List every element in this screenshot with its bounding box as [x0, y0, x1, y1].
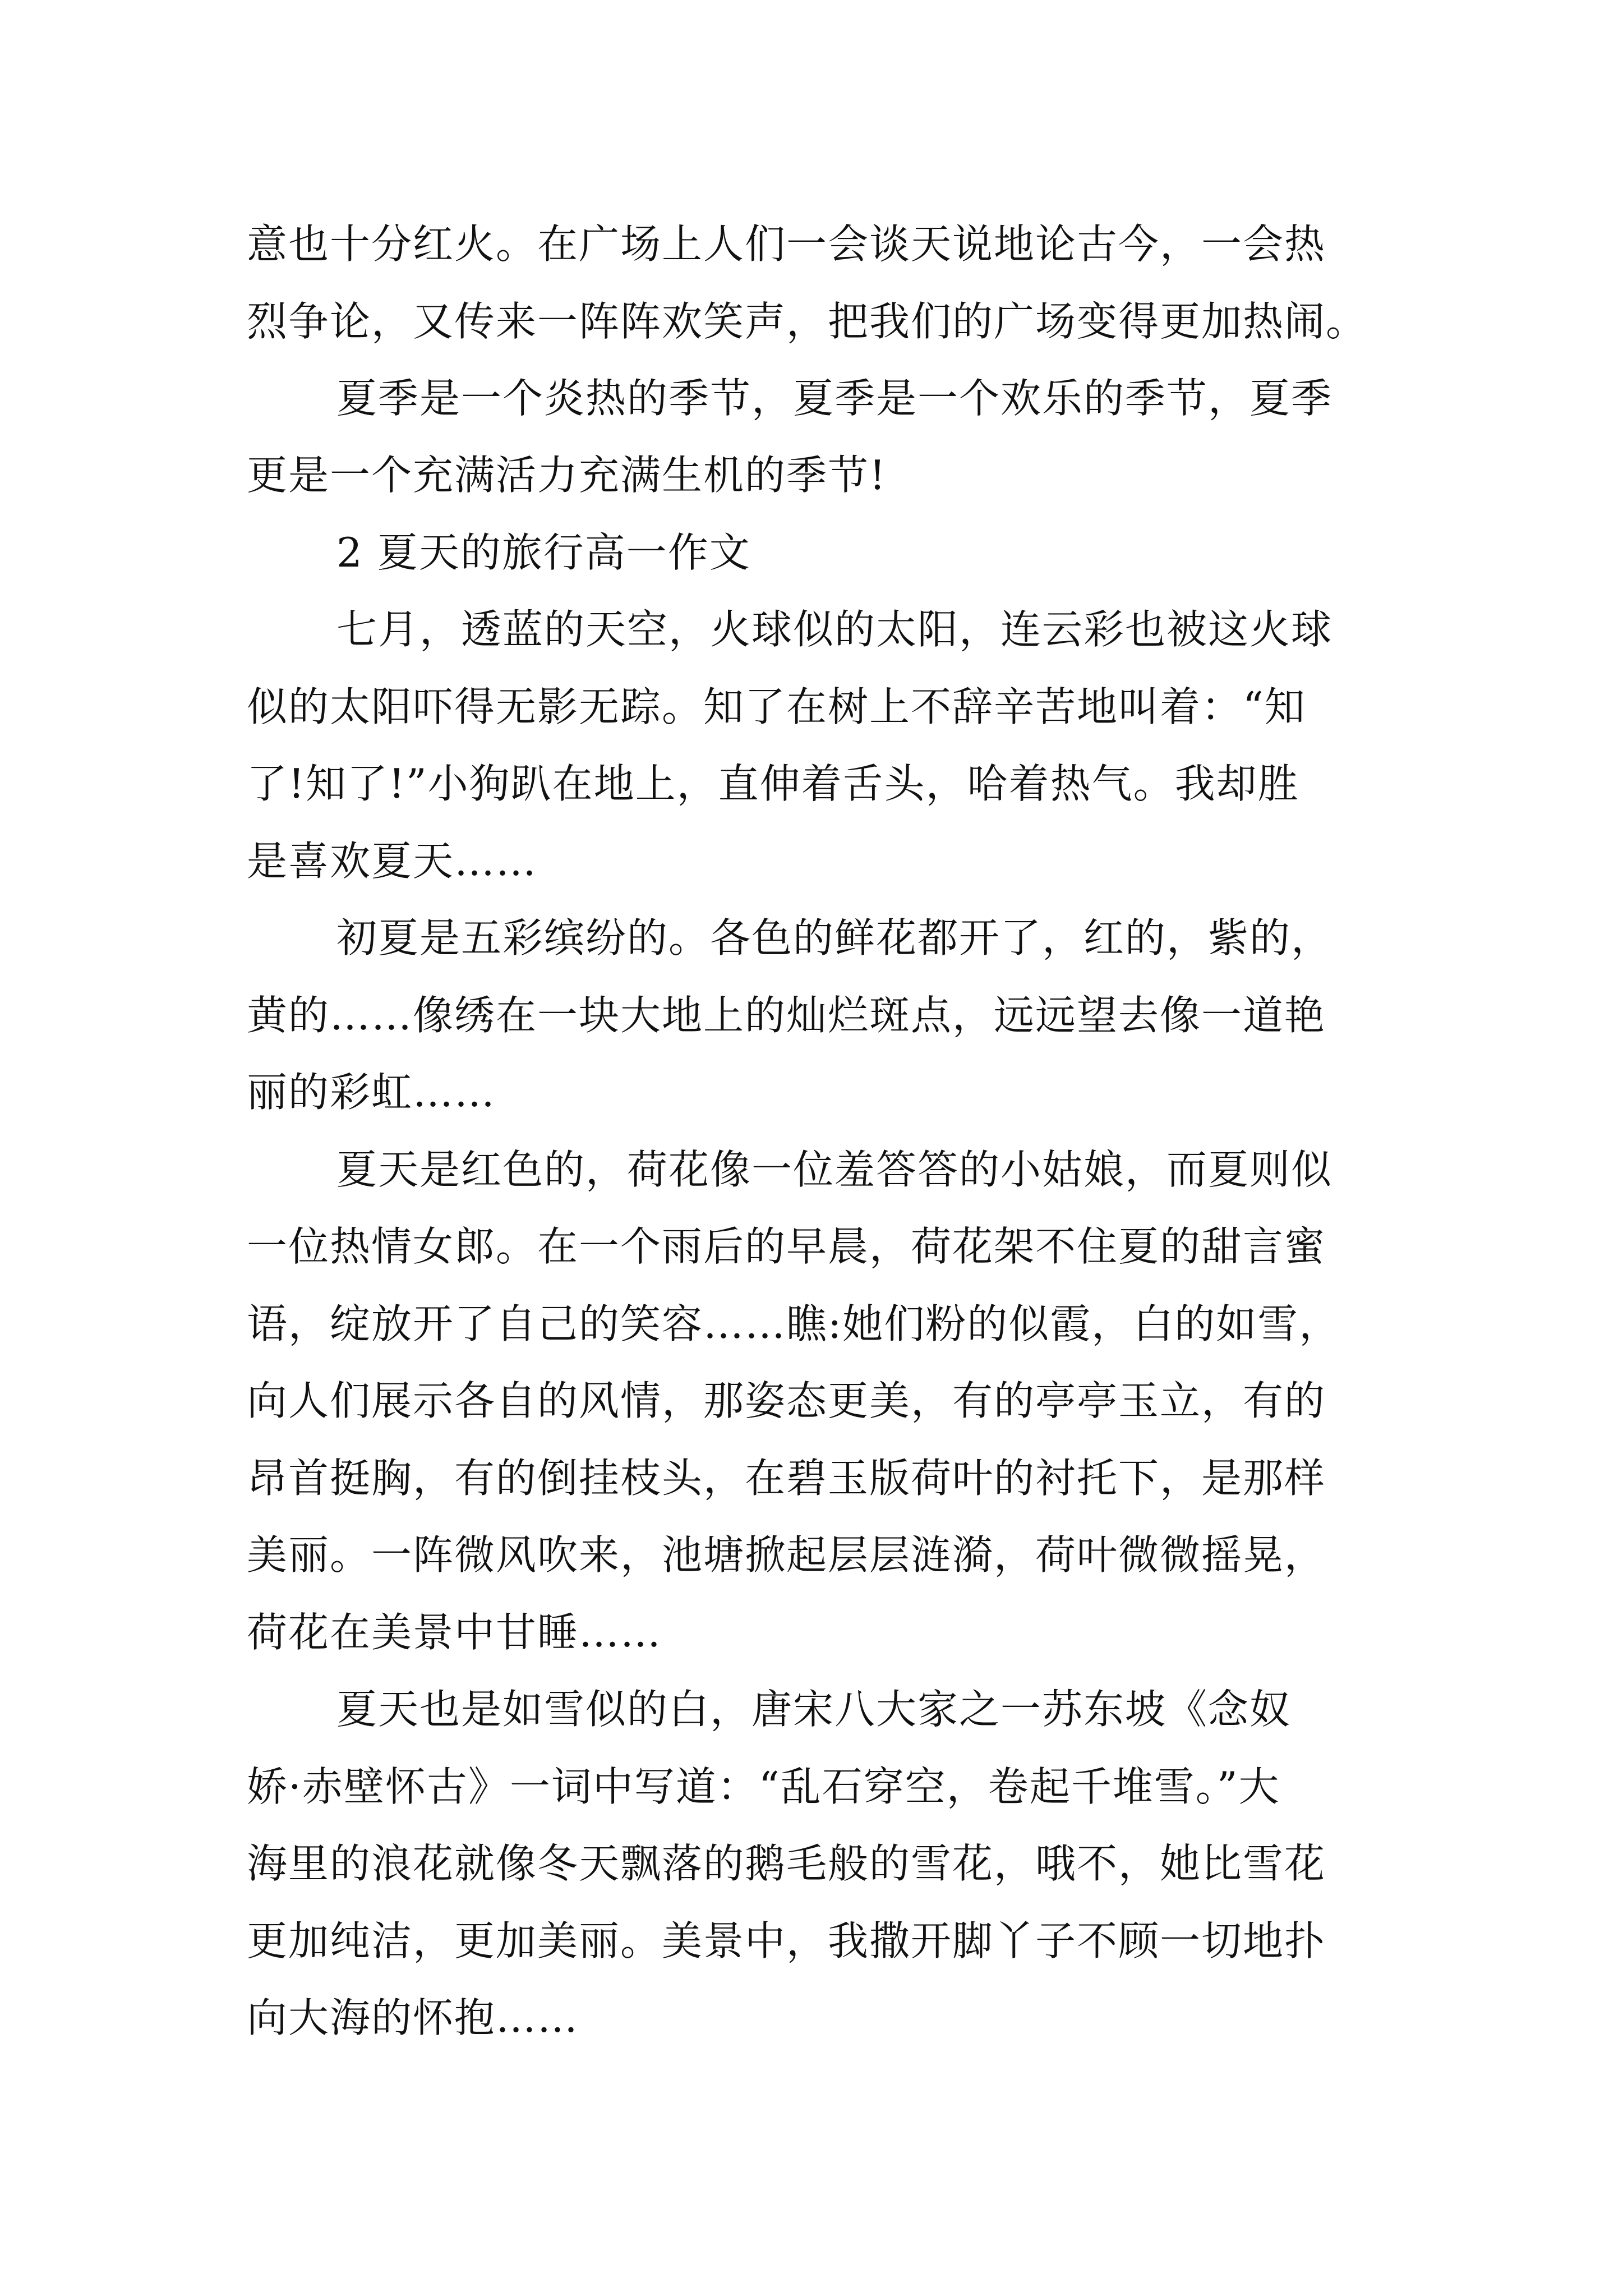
text-line: 海里的浪花就像冬天飘落的鹅毛般的雪花，哦不，她比雪花: [247, 1840, 1326, 1887]
section-heading: 2 夏天的旅行高一作文: [336, 529, 751, 576]
text-line: 了!知了!”小狗趴在地上，直伸着舌头，哈着热气。我却胜: [247, 760, 1299, 807]
text-line: 烈争论，又传来一阵阵欢笑声，把我们的广场变得更加热闹。: [247, 298, 1368, 345]
text-line: 娇·赤壁怀古》一词中写道：“乱石穿空，卷起千堆雪。”大: [247, 1763, 1280, 1810]
text-line: 美丽。一阵微风吹来，池塘掀起层层涟漪，荷叶微微摇晃，: [247, 1531, 1326, 1579]
text-line: 荷花在美景中甘睡……: [247, 1609, 662, 1656]
text-line: 向大海的怀抱……: [247, 1994, 579, 2041]
text-line: 似的太阳吓得无影无踪。知了在树上不辞辛苦地叫着：“知: [247, 683, 1306, 730]
paragraph-first-line: 七月，透蓝的天空，火球似的太阳，连云彩也被这火球: [336, 606, 1333, 653]
text-line: 黄的……像绣在一块大地上的灿烂斑点，远远望去像一道艳: [247, 992, 1326, 1039]
text-line: 语，绽放开了自己的笑容……瞧:她们粉的似霞，白的如雪，: [247, 1300, 1341, 1347]
paragraph-first-line: 夏天是红色的，荷花像一位羞答答的小姑娘，而夏则似: [336, 1146, 1333, 1193]
text-line: 一位热情女郎。在一个雨后的早晨，荷花架不住夏的甜言蜜: [247, 1223, 1326, 1270]
text-line: 是喜欢夏天……: [247, 838, 538, 885]
paragraph-first-line: 初夏是五彩缤纷的。各色的鲜花都开了，红的，紫的，: [336, 914, 1333, 961]
text-line: 更加纯洁，更加美丽。美景中，我撒开脚丫子不顾一切地扑: [247, 1917, 1326, 1964]
text-line: 更是一个充满活力充满生机的季节!: [247, 452, 887, 499]
text-line: 昂首挺胸，有的倒挂枝头，在碧玉版荷叶的衬托下，是那样: [247, 1455, 1326, 1502]
paragraph-first-line: 夏天也是如雪似的白，唐宋八大家之一苏东坡《念奴: [336, 1686, 1292, 1733]
text-line: 丽的彩虹……: [247, 1069, 496, 1116]
text-line: 意也十分红火。在广场上人们一会谈天说地论古今，一会热: [247, 220, 1326, 268]
text-line: 向人们展示各自的风情，那姿态更美，有的亭亭玉立，有的: [247, 1377, 1326, 1424]
paragraph-first-line: 夏季是一个炎热的季节，夏季是一个欢乐的季节，夏季: [336, 375, 1333, 422]
